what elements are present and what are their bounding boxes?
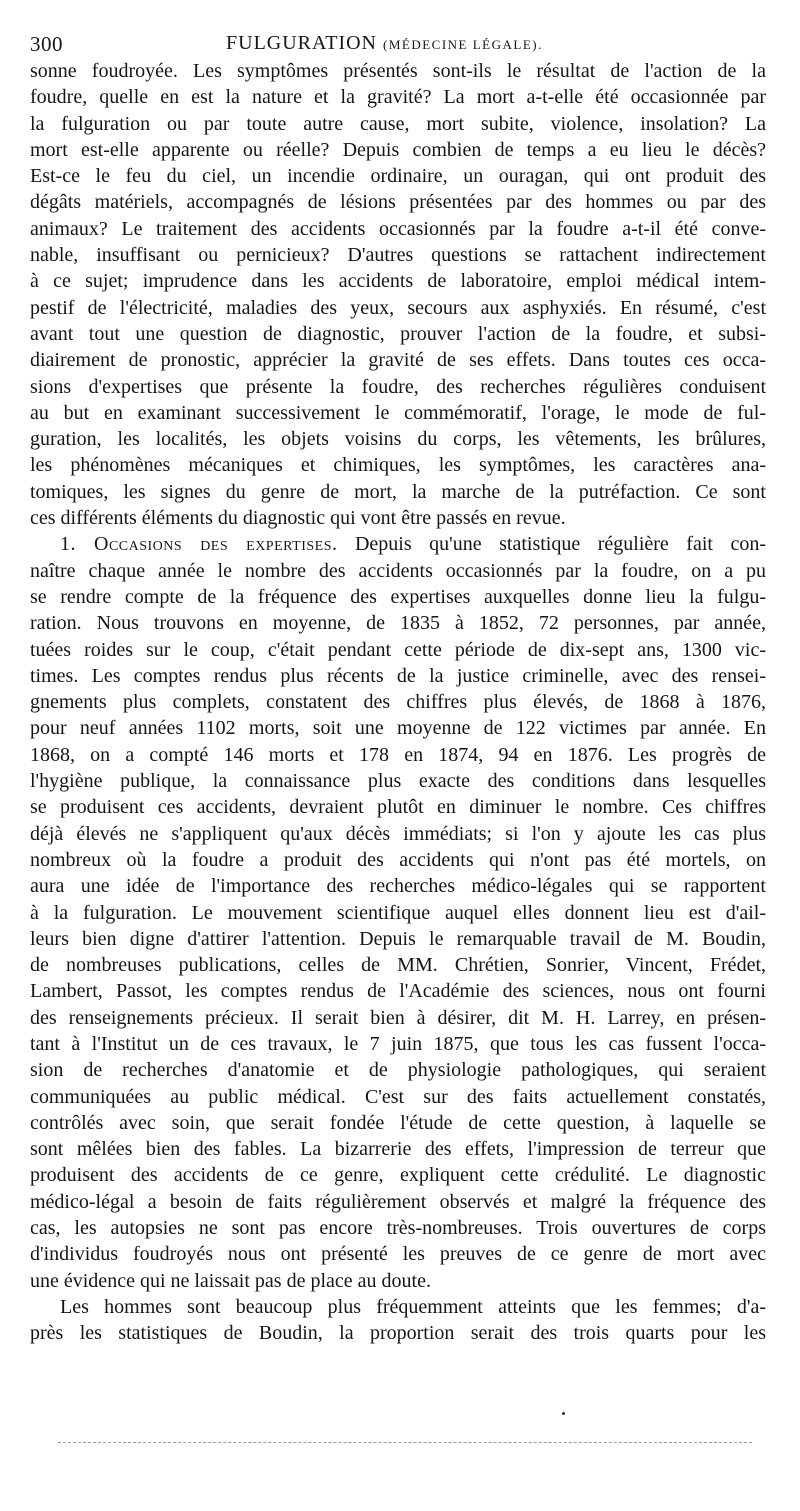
- running-title: [226, 32, 543, 55]
- text-line: sonne foudroyée. Les symptômes présentés sont-ils le résultat de l'action de la: [30, 60, 766, 82]
- section-heading-continuation: Depuis qu'une statistique régulière fait con-: [337, 533, 766, 556]
- text-line: nombreux où la foudre a produit des accidents qui n'ont pas été mortels, on: [30, 848, 766, 871]
- text-line: sions d'expertises que présente la foudre, des recherches régulières conduisent: [30, 375, 766, 398]
- running-title-main: FULGURATION: [226, 32, 377, 54]
- text-line: mort est-elle apparente ou réelle? Depuis combien de temps a eu lieu le décès?: [30, 138, 766, 161]
- text-line: pestif de l'électricité, maladies des yeux, secours aux asphyxiés. En résumé, c'est: [30, 296, 766, 319]
- text-line: communiquées au public médical. C'est sur des faits actuellement constatés,: [30, 1085, 766, 1108]
- text-line: Les hommes sont beaucoup plus fréquemment atteints que les femmes; d'a-: [60, 1295, 766, 1318]
- text-line: tant à l'Institut un de ces travaux, le 7 juin 1875, que tous les cas fussent l'occa-: [30, 1032, 766, 1055]
- text-line: guration, les localités, les objets voisins du corps, les vêtements, les brûlures,: [30, 428, 766, 451]
- text-line: times. Les comptes rendus plus récents de la justice criminelle, avec des rensei-: [30, 664, 766, 687]
- book-page: [30, 28, 766, 1347]
- text-line: ration. Nous trouvons en moyenne, de 1835 à 1852, 72 personnes, par année,: [30, 612, 766, 635]
- text-line: naître chaque année le nombre des accidents occasionnés par la foudre, on a pu: [30, 559, 766, 582]
- text-line: 1868, on a compté 146 morts et 178 en 1874, 94 en 1876. Les progrès de: [30, 743, 766, 766]
- text-line: animaux? Le traitement des accidents occasionnés par la foudre a-t-il été conve-: [30, 217, 766, 240]
- text-line: une évidence qui ne laissait pas de place au doute.: [30, 1269, 431, 1292]
- text-line: pour neuf années 1102 morts, soit une moyenne de 122 victimes par année. En: [30, 717, 766, 740]
- text-line: ces différents éléments du diagnostic qui vont être passés en revue.: [30, 507, 566, 530]
- text-line: sont mêlées bien des fables. La bizarrerie des effets, l'impression de terreur que: [30, 1138, 766, 1161]
- text-line: au but en examinant successivement le commémoratif, l'orage, le mode de ful-: [30, 401, 766, 424]
- body-text: [30, 58, 766, 1347]
- text-line: nable, insuffisant ou pernicieux? D'autres questions se rattachent indirectement: [30, 244, 766, 267]
- text-line: près les statistiques de Boudin, la proportion serait des trois quarts pour les: [30, 1322, 766, 1345]
- text-line: se rendre compte de la fréquence des expertises auxquelles donne lieu la fulgu-: [30, 585, 766, 608]
- text-line: d'individus foudroyés nous ont présenté les preuves de ce genre de mort avec: [30, 1243, 766, 1266]
- text-line: tuées roides sur le coup, c'était pendant cette période de dix-sept ans, 1300 vic-: [30, 638, 766, 661]
- text-line: cas, les autopsies ne sont pas encore très-nombreuses. Trois ouvertures de corps: [30, 1217, 766, 1240]
- text-line: à ce sujet; imprudence dans les accidents de laboratoire, emploi médical intem-: [30, 270, 766, 293]
- text-line: Est-ce le feu du ciel, un incendie ordinaire, un ouragan, qui ont produit des: [30, 165, 766, 188]
- text-line: dégâts matériels, accompagnés de lésions présentées par des hommes ou par des: [30, 191, 766, 214]
- text-line: aura une idée de l'importance des recherches médico-légales qui se rapportent: [30, 875, 766, 898]
- page-number: 300: [30, 32, 63, 56]
- text-line: contrôlés avec soin, que serait fondée l'étude de cette question, à laquelle se: [30, 1111, 766, 1134]
- text-line: diairement de pronostic, apprécier la gravité de ses effets. Dans toutes ces occa-: [30, 349, 766, 372]
- paragraph-3: [30, 1294, 766, 1347]
- text-line: avant tout une question de diagnostic, prouver l'action de la foudre, et subsi-: [30, 322, 766, 345]
- text-line: gnements plus complets, constatent des chiffres plus élevés, de 1868 à 1876,: [30, 691, 766, 714]
- paragraph-1: [30, 58, 766, 531]
- text-line: des renseignements précieux. Il serait bien à désirer, dit M. H. Larrey, en présen-: [30, 1006, 766, 1029]
- footer-dashed-rule: [58, 1442, 752, 1443]
- text-line: se produisent ces accidents, devraient plutôt en diminuer le nombre. Ces chiffres: [30, 796, 766, 819]
- text-line: foudre, quelle en est la nature et la gravité? La mort a-t-elle été occasionnée par: [30, 86, 766, 109]
- running-head: [30, 28, 766, 58]
- text-line: les phénomènes mécaniques et chimiques, les symptômes, les caractères ana-: [30, 454, 766, 477]
- text-line: de nombreuses publications, celles de MM. Chrétien, Sonrier, Vincent, Frédet,: [30, 954, 766, 977]
- text-line: Lambert, Passot, les comptes rendus de l'Académie des sciences, nous ont fourni: [30, 980, 766, 1003]
- text-line: la fulguration ou par toute autre cause, mort subite, violence, insolation? La: [30, 112, 766, 135]
- text-line: tomiques, les signes du genre de mort, la marche de la putréfaction. Ce sont: [30, 480, 766, 503]
- text-line: leurs bien digne d'attirer l'attention. Depuis le remarquable travail de M. Boudin,: [30, 927, 766, 950]
- paragraph-2: [30, 531, 766, 1294]
- ink-speck: [562, 1412, 565, 1415]
- text-line: sion de recherches d'anatomie et de physiologie pathologiques, qui seraient: [30, 1059, 766, 1082]
- section-heading-line: [30, 531, 766, 557]
- text-line: médico-légal a besoin de faits régulièrement observés et malgré la fréquence des: [30, 1190, 766, 1213]
- text-line: à la fulguration. Le mouvement scientifique auquel elles donnent lieu est d'ail-: [30, 901, 766, 924]
- text-line: produisent des accidents de ce genre, expliquent cette crédulité. Le diagnostic: [30, 1164, 766, 1187]
- section-heading: 1. Occasions des expertises.: [60, 533, 338, 556]
- running-title-sub: (MÉDECINE LÉGALE).: [383, 37, 543, 52]
- text-line: l'hygiène publique, la connaissance plus exacte des conditions dans lesquelles: [30, 770, 766, 793]
- text-line: déjà élevés ne s'appliquent qu'aux décès immédiats; si l'on y ajoute les cas plus: [30, 822, 766, 845]
